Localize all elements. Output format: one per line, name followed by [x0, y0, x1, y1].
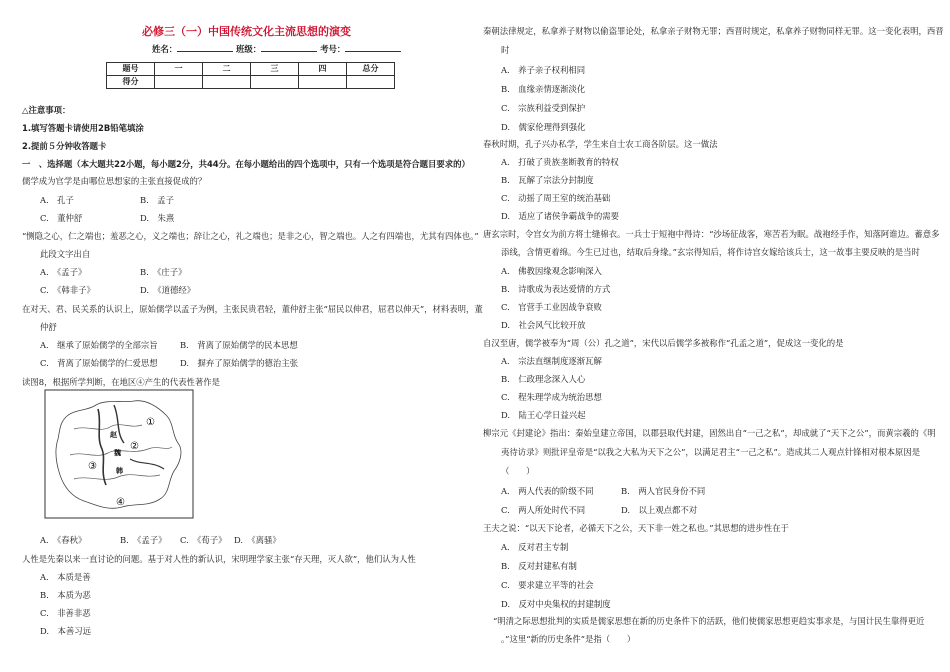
option[interactable]: D. 儒家伦理得到强化 — [501, 122, 586, 132]
map-city-label: 韩 — [116, 466, 123, 475]
student-info — [152, 43, 401, 53]
map-border — [74, 475, 160, 480]
map-city-label: 赵 — [110, 430, 117, 439]
option[interactable]: C. 背离了原始儒学的仁爱思想 — [40, 358, 158, 368]
option[interactable]: D. 本善习远 — [40, 626, 91, 636]
score-row-label: 得分 — [107, 76, 155, 89]
option[interactable]: B. 仁政理念深入人心 — [501, 374, 586, 384]
map-label: ① — [146, 417, 155, 428]
exam-label: 考号： — [320, 44, 346, 54]
score-table-header-row — [107, 63, 395, 76]
option[interactable]: B. 血缘亲情逐渐淡化 — [501, 84, 586, 94]
option[interactable]: D. 朱熹 — [140, 213, 175, 223]
exam-number-field[interactable] — [345, 43, 401, 52]
notes-item: 2.提前５分钟收答题卡 — [22, 141, 107, 151]
question-text: 仲舒 — [40, 322, 57, 332]
question-text: “恻隐之心，仁之端也；羞恶之心，义之端也；辞让之心，礼之端也；是非之心，智之端也。人之有四端也，尤其有四体也。” — [22, 231, 479, 241]
map-label: ③ — [88, 461, 97, 472]
option[interactable]: A. 养子亲子权利相同 — [501, 65, 586, 75]
question-text: 此段文字出自 — [40, 249, 91, 259]
map-river — [98, 409, 106, 485]
option[interactable]: C. 要求建立平等的社会 — [501, 580, 594, 590]
page-title: 必修三（一）中国传统文化主流思想的演变 — [142, 25, 351, 38]
option[interactable]: A. 《孟子》 — [40, 267, 87, 277]
option[interactable]: D. 《道德经》 — [140, 285, 196, 295]
question-text: “明清之际思想批判的实质是儒家思想在新的历史条件下的活跃，他们使儒家思想更趋实事求是，与国计民生靠得更近 — [493, 616, 925, 626]
question-text: 添线，含情更着绵。今生已过也，结取后身缘。”玄宗得知后，将作诗宫女嫁给该兵士，这一故事主要反映的是当时 — [501, 247, 920, 257]
option[interactable]: C. 动摇了周王室的统治基础 — [501, 193, 611, 203]
question-text: 柳宗元《封建论》指出：秦始皇建立帝国，以郡县取代封建，固然出自“一己之私”，却成就了“天下之公”，而黄宗羲的《明 — [483, 428, 936, 438]
score-header-cell: 题号 — [107, 63, 155, 76]
name-label: 姓名： — [152, 44, 178, 54]
question-text: 王夫之说：“以天下论者，必循天下之公，天下非一姓之私也。”其思想的进步性在于 — [483, 523, 789, 533]
option[interactable]: B. 孟子 — [140, 195, 174, 205]
option[interactable]: B. 反对封建私有制 — [501, 561, 577, 571]
question-text: 秦朝法律规定，私拿养子财物以偷盗罪论处，私拿亲子财物无罪；西晋时规定，私拿养子财物同样无罪。这一变化表明，西晋 — [483, 26, 944, 36]
option[interactable]: A. 继承了原始儒学的全部宗旨 — [40, 340, 158, 350]
score-cell[interactable] — [203, 76, 251, 89]
option[interactable]: B. 《庄子》 — [140, 267, 187, 277]
question-text: 儒学成为官学是由哪位思想家的主张直接促成的？ — [22, 176, 207, 186]
option[interactable]: D. 社会风气比较开放 — [501, 320, 586, 330]
option[interactable]: A. 打破了贵族垄断教育的特权 — [501, 157, 619, 167]
option[interactable]: D. 适应了诸侯争霸战争的需要 — [501, 211, 619, 221]
notes-heading: △注意事项： — [22, 105, 71, 115]
option[interactable]: B. 诗歌成为表达爱情的方式 — [501, 284, 611, 294]
option[interactable]: C. 程朱理学成为统治思想 — [501, 392, 602, 402]
option[interactable]: B. 背离了原始儒学的民本思想 — [180, 340, 298, 350]
option[interactable]: D. 摒弃了原始儒学的德治主张 — [180, 358, 298, 368]
score-cell[interactable] — [299, 76, 347, 89]
question-text: 时 — [501, 45, 510, 55]
option[interactable]: C. 宗族利益受到保护 — [501, 103, 586, 113]
class-field[interactable] — [261, 43, 317, 52]
question-text: 唐玄宗时，令宫女为前方将士缝棉衣。一兵士于短袍中得诗：“沙场征战客，寒苦若为眠。战袍经手作，知落阿谁边。蓄意多 — [483, 229, 940, 239]
score-header-cell: 三 — [251, 63, 299, 76]
option[interactable]: B. 本质为恶 — [40, 590, 91, 600]
answer-bracket: （ ） — [501, 466, 535, 476]
option[interactable]: C. 董仲舒 — [40, 213, 83, 223]
score-table-row — [107, 76, 395, 89]
option[interactable]: B. 两人官民身份不同 — [621, 486, 706, 496]
section-heading: 一 、选择题（本大题共22小题，每小题2分，共44分。在每小题给出的四个选项中，只有一个选项是符合题目要求的） — [22, 159, 470, 169]
option[interactable]: A. 本质是善 — [40, 572, 91, 582]
map-border — [74, 425, 142, 430]
map-river — [130, 459, 164, 469]
option[interactable]: C. 两人所处时代不同 — [501, 505, 586, 515]
option[interactable]: A. 宗法直继制度逐渐瓦解 — [501, 356, 602, 366]
question-text: 。”这里“新的历史条件”是指（ ） — [501, 634, 636, 644]
option[interactable]: D. 陆王心学日益兴起 — [501, 410, 586, 420]
question-text: 在对天、君、民关系的认识上，原始儒学以孟子为例，主张民贵君轻，董仲舒主张“屈民以伸君，屈君以伸天”，材料表明，董 — [22, 304, 483, 314]
score-cell[interactable] — [155, 76, 203, 89]
score-header-cell: 一 — [155, 63, 203, 76]
map-figure — [44, 389, 194, 519]
option[interactable]: A. 佛教因缘观念影响深入 — [501, 266, 602, 276]
question-text: 人性是先秦以来一直讨论的问题。基于对人性的新认识，宋明理学家主张“存天理，灭人欲”，他们认为人性 — [22, 554, 416, 564]
option[interactable]: B. 《孟子》 — [120, 535, 167, 545]
score-cell[interactable] — [251, 76, 299, 89]
option[interactable]: B. 瓦解了宗法分封制度 — [501, 175, 594, 185]
question-text: 夷待访录》则批评皇帝是“以我之大私为天下之公”，以满足君主“一己之私”。造成其二人观点针锋相对根本原因是 — [501, 447, 921, 457]
option[interactable]: C. 《荀子》 — [180, 535, 227, 545]
name-field[interactable] — [177, 43, 233, 52]
map-label: ④ — [116, 497, 125, 508]
score-header-cell: 总分 — [347, 63, 395, 76]
score-header-cell: 四 — [299, 63, 347, 76]
map-label: ② — [130, 441, 139, 452]
option[interactable]: A. 《春秋》 — [40, 535, 87, 545]
score-header-cell: 二 — [203, 63, 251, 76]
option[interactable]: D. 以上观点都不对 — [621, 505, 698, 515]
option[interactable]: A. 孔子 — [40, 195, 74, 205]
map-city-label: 魏 — [114, 448, 121, 457]
question-text: 自汉至唐，儒学被奉为“周（公）孔之道”，宋代以后儒学多被称作“孔孟之道”，促成这一变化的是 — [483, 338, 844, 348]
option[interactable]: C. 官营手工业因战争衰败 — [501, 302, 602, 312]
score-table — [106, 62, 395, 89]
question-text: 春秋时期，孔子兴办私学，学生来自士农工商各阶层。这一做法 — [483, 139, 718, 149]
map-border — [70, 447, 172, 455]
option[interactable]: C. 《韩非子》 — [40, 285, 95, 295]
option[interactable]: D. 《离骚》 — [234, 535, 281, 545]
class-label: 班级： — [236, 44, 262, 54]
notes-item: 1.填写答题卡请使用2B铅笔填涂 — [22, 123, 144, 133]
option[interactable]: D. 反对中央集权的封建制度 — [501, 599, 611, 609]
option[interactable]: A. 两人代表的阶级不同 — [501, 486, 594, 496]
score-cell[interactable] — [347, 76, 395, 89]
option[interactable]: A. 反对君主专制 — [501, 542, 569, 552]
question-text: 读图8，根据所学判断，在地区④产生的代表性著作是 — [22, 377, 220, 387]
option[interactable]: C. 非善非恶 — [40, 608, 91, 618]
